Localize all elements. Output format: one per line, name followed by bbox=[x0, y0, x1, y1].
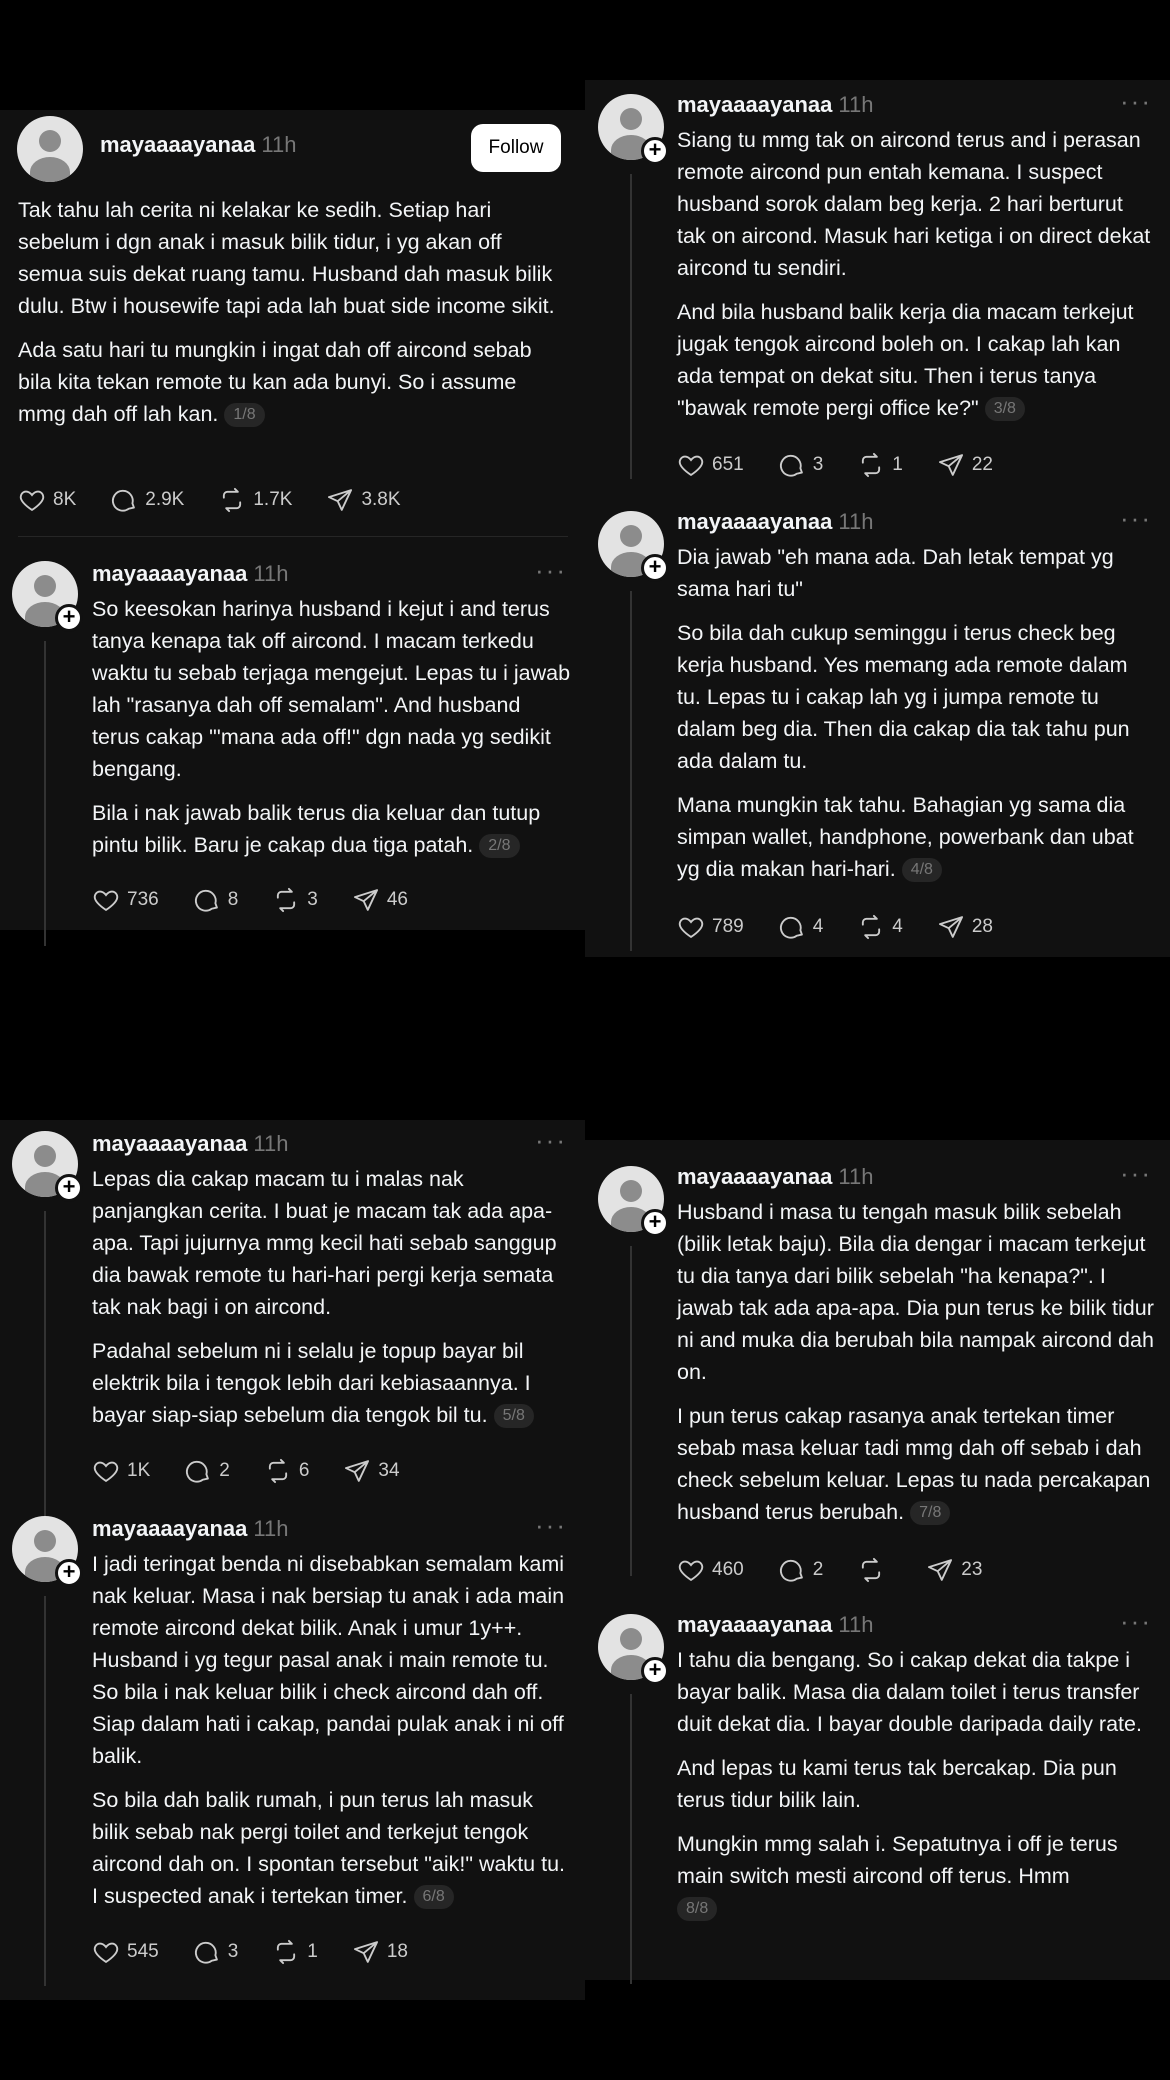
post-text bbox=[677, 1644, 1157, 1936]
post-paragraph: Siang tu mmg tak on aircond terus and i perasan remote aircond pun entah kemana. I suspect husband sorok dalam beg kerja. 2 hari berturut tak on aircond. Masuk hari ketiga i on direct dekat aircond tu sendiri. bbox=[677, 128, 1151, 280]
heart-icon bbox=[92, 1938, 120, 1966]
like-count: 460 bbox=[712, 1559, 744, 1580]
username[interactable] bbox=[92, 561, 288, 587]
comment-count: 2 bbox=[812, 1559, 824, 1580]
page-indicator: 5/8 bbox=[494, 1404, 534, 1428]
comment-button[interactable] bbox=[778, 451, 824, 479]
more-options-icon[interactable]: ··· bbox=[1120, 1606, 1152, 1636]
username-text[interactable]: mayaaaayanaa bbox=[92, 1516, 248, 1541]
follow-plus-icon[interactable]: + bbox=[641, 1209, 669, 1237]
post-actions bbox=[18, 486, 401, 514]
page-indicator: 3/8 bbox=[985, 397, 1025, 421]
share-button[interactable] bbox=[352, 886, 408, 914]
comment-count: 2 bbox=[219, 1460, 230, 1481]
username-text[interactable]: mayaaaayanaa bbox=[92, 1131, 248, 1156]
post-paragraph: Mana mungkin tak tahu. Bahagian yg sama dia simpan wallet, handphone, powerbank dan ubat yg dia makan hari-hari. 4/8 bbox=[677, 793, 1134, 881]
repost-count: 4 bbox=[892, 916, 903, 937]
like-count: 651 bbox=[712, 454, 744, 475]
comment-icon bbox=[110, 486, 138, 514]
username[interactable] bbox=[92, 1131, 288, 1157]
post-paragraph: Ada satu hari tu mungkin i ingat dah off aircond sebab bila kita tekan remote tu kan ada bunyi. So i assume mmg dah off lah kan. 1/8 bbox=[18, 338, 532, 426]
post-time: 11h bbox=[261, 132, 297, 157]
follow-plus-icon[interactable]: + bbox=[55, 1174, 83, 1202]
share-count: 23 bbox=[961, 1559, 983, 1580]
send-icon bbox=[343, 1457, 371, 1485]
heart-icon bbox=[18, 486, 46, 514]
repost-icon bbox=[218, 486, 246, 514]
share-button[interactable] bbox=[937, 913, 993, 941]
heart-icon bbox=[92, 886, 120, 914]
post-actions bbox=[677, 913, 993, 941]
comment-count: 2.9K bbox=[145, 489, 185, 510]
comment-count: 4 bbox=[812, 916, 824, 937]
post-paragraph: Bila i nak jawab balik terus dia keluar dan tutup pintu bilik. Baru je cakap dua tiga patah. 2/8 bbox=[92, 801, 541, 857]
post-time: 11h bbox=[838, 1164, 874, 1189]
share-button[interactable] bbox=[352, 1938, 408, 1966]
follow-plus-icon[interactable]: + bbox=[55, 604, 83, 632]
comment-button[interactable] bbox=[184, 1457, 230, 1485]
post-paragraph: So bila dah cukup seminggu i terus check beg kerja husband. Yes memang ada remote dalam tu. Lepas tu i cakap lah yg i jumpa remote tu dalam beg dia. Then dia cakap dia tak tahu pun ada dalam tu. bbox=[677, 621, 1130, 773]
username[interactable] bbox=[677, 1612, 873, 1638]
like-count: 789 bbox=[712, 916, 744, 937]
share-button[interactable] bbox=[343, 1457, 399, 1485]
username-text[interactable]: mayaaaayanaa bbox=[677, 509, 833, 534]
comment-button[interactable] bbox=[778, 1556, 824, 1584]
share-button[interactable] bbox=[937, 451, 993, 479]
like-button[interactable] bbox=[92, 1938, 159, 1966]
heart-icon bbox=[677, 451, 705, 479]
username-text[interactable]: mayaaaayanaa bbox=[100, 132, 256, 157]
repost-icon bbox=[272, 886, 300, 914]
post-time: 11h bbox=[253, 1516, 289, 1541]
repost-button[interactable] bbox=[857, 1556, 892, 1584]
repost-button[interactable] bbox=[857, 451, 903, 479]
repost-button[interactable] bbox=[272, 886, 318, 914]
post-actions bbox=[677, 451, 993, 479]
post-time: 11h bbox=[838, 1612, 874, 1637]
follow-plus-icon[interactable]: + bbox=[641, 554, 669, 582]
thread-line bbox=[630, 174, 632, 479]
post-paragraph: Lepas dia cakap macam tu i malas nak panjangkan cerita. I buat je macam tak ada apa-apa. Tapi jujurnya mmg kecil hati sebab sanggup dia bawak remote tu hari-hari pergi kerja semata tak nak bagi i on aircond. bbox=[92, 1167, 557, 1319]
repost-icon bbox=[857, 451, 885, 479]
post-text bbox=[92, 593, 572, 873]
like-count: 545 bbox=[127, 1941, 159, 1962]
share-count: 22 bbox=[971, 454, 993, 475]
heart-icon bbox=[677, 1556, 705, 1584]
comment-button[interactable] bbox=[778, 913, 824, 941]
post-text bbox=[677, 124, 1157, 436]
thread-line bbox=[44, 641, 46, 946]
share-count: 3.8K bbox=[361, 489, 401, 510]
more-options-icon[interactable]: ··· bbox=[535, 1510, 567, 1540]
divider bbox=[18, 536, 568, 537]
repost-button[interactable] bbox=[272, 1938, 318, 1966]
username-text[interactable]: mayaaaayanaa bbox=[677, 92, 833, 117]
post-paragraph: Husband i masa tu tengah masuk bilik sebelah (bilik letak baju). Bila dia dengar i macam terkejut tu dia tanya dari bilik sebelah "ha kenapa?". I jawab tak ada apa-apa. Dia pun terus ke bilik tidur ni and muka dia berubah bila nampak aircond dah on. bbox=[677, 1200, 1154, 1384]
thread-line bbox=[44, 1211, 46, 1521]
like-count: 1K bbox=[127, 1460, 151, 1481]
username[interactable] bbox=[92, 1516, 288, 1542]
post-paragraph: Tak tahu lah cerita ni kelakar ke sedih. Setiap hari sebelum i dgn anak i masuk bilik tidur, i yg akan off semua suis dekat ruang tamu. Husband dah masuk bilik dulu. Btw i housewife tapi ada lah buat side income sikit. bbox=[18, 198, 555, 318]
page-indicator: 2/8 bbox=[479, 834, 519, 858]
post-paragraph: I tahu dia bengang. So i cakap dekat dia takpe i bayar balik. Masa dia dalam toilet i terus transfer duit dekat dia. I bayar double daripada daily rate. bbox=[677, 1648, 1142, 1736]
username-text[interactable]: mayaaaayanaa bbox=[677, 1612, 833, 1637]
username[interactable] bbox=[677, 1164, 873, 1190]
send-icon bbox=[926, 1556, 954, 1584]
send-icon bbox=[352, 1938, 380, 1966]
post-paragraph: I jadi teringat benda ni disebabkan semalam kami nak keluar. Masa i nak bersiap tu anak i ada main remote aircond dekat bilik. Anak i umur 1y++. Husband i yg tegur pasal anak i main remote tu. So bila i nak keluar bilik i check aircond dah off. Siap dalam hati i cakap, pandai pulak anak i ni off balik. bbox=[92, 1552, 565, 1768]
like-count: 736 bbox=[127, 889, 159, 910]
post-actions bbox=[92, 1457, 400, 1485]
repost-icon bbox=[857, 913, 885, 941]
share-button[interactable] bbox=[326, 486, 400, 514]
post-paragraph: I pun terus cakap rasanya anak tertekan timer sebab masa keluar tadi mmg dah off sebab i dah check sebelum keluar. Lepas tu nada percakapan husband terus berubah. 7/8 bbox=[677, 1404, 1151, 1524]
comment-button[interactable] bbox=[110, 486, 184, 514]
username[interactable] bbox=[677, 92, 873, 118]
send-icon bbox=[937, 451, 965, 479]
comment-button[interactable] bbox=[193, 886, 239, 914]
post-actions bbox=[677, 1556, 982, 1584]
post-time: 11h bbox=[253, 1131, 289, 1156]
like-button[interactable] bbox=[677, 913, 744, 941]
post-paragraph: Padahal sebelum ni i selalu je topup bayar bil elektrik bila i tengok lebih dari kebiasaannya. I bayar siap-siap sebelum dia tengok bil tu. 5/8 bbox=[92, 1335, 572, 1431]
post-text bbox=[18, 194, 563, 442]
post-paragraph: And lepas tu kami terus tak bercakap. Dia pun terus tidur bilik lain. bbox=[677, 1756, 1117, 1812]
thread-line bbox=[630, 591, 632, 951]
more-options-icon[interactable]: ··· bbox=[1120, 503, 1152, 533]
post-text bbox=[677, 1196, 1157, 1540]
username[interactable] bbox=[100, 132, 296, 158]
avatar[interactable] bbox=[17, 116, 83, 182]
comment-button[interactable] bbox=[193, 1938, 239, 1966]
repost-count: 1 bbox=[307, 1941, 318, 1962]
post-text bbox=[677, 541, 1157, 897]
like-button[interactable] bbox=[92, 886, 159, 914]
follow-plus-icon[interactable]: + bbox=[641, 1657, 669, 1685]
page-indicator: 4/8 bbox=[902, 858, 942, 882]
username[interactable] bbox=[677, 509, 873, 535]
page-indicator: 7/8 bbox=[910, 1501, 950, 1525]
send-icon bbox=[352, 886, 380, 914]
post-paragraph: Mungkin mmg salah i. Sepatutnya i off je terus main switch mesti aircond off terus. Hmm 8/8 bbox=[677, 1828, 1157, 1924]
page-indicator: 1/8 bbox=[224, 403, 264, 427]
repost-icon bbox=[857, 1556, 885, 1584]
post-text bbox=[92, 1163, 572, 1443]
comment-count: 3 bbox=[812, 454, 824, 475]
more-options-icon[interactable]: ··· bbox=[1120, 1158, 1152, 1188]
comment-icon bbox=[778, 1556, 806, 1584]
username-text[interactable]: mayaaaayanaa bbox=[677, 1164, 833, 1189]
repost-icon bbox=[264, 1457, 292, 1485]
post-actions bbox=[92, 886, 408, 914]
username-text[interactable]: mayaaaayanaa bbox=[92, 561, 248, 586]
repost-count: 3 bbox=[307, 889, 318, 910]
page-indicator: 8/8 bbox=[677, 1897, 717, 1921]
comment-count: 3 bbox=[227, 1941, 239, 1962]
comment-icon bbox=[778, 913, 806, 941]
post-text bbox=[92, 1548, 572, 1924]
thread-line bbox=[44, 1596, 46, 1986]
repost-button[interactable] bbox=[218, 486, 292, 514]
more-options-icon[interactable]: ··· bbox=[535, 555, 567, 585]
repost-count: 1 bbox=[892, 454, 903, 475]
post-actions bbox=[92, 1938, 408, 1966]
repost-icon bbox=[272, 1938, 300, 1966]
repost-count: 6 bbox=[298, 1460, 310, 1481]
follow-button[interactable]: Follow bbox=[471, 124, 561, 172]
send-icon bbox=[326, 486, 354, 514]
like-button[interactable] bbox=[92, 1457, 150, 1485]
comment-icon bbox=[193, 886, 221, 914]
post-time: 11h bbox=[838, 92, 874, 117]
post-paragraph: And bila husband balik kerja dia macam terkejut jugak tengok aircond boleh on. I cakap lah kan ada tempat on dekat situ. Then i terus tanya "bawak remote pergi office ke?" 3/8 bbox=[677, 300, 1134, 420]
post-paragraph: Dia jawab "eh mana ada. Dah letak tempat yg sama hari tu" bbox=[677, 545, 1114, 601]
like-button[interactable] bbox=[677, 451, 744, 479]
share-count: 34 bbox=[378, 1460, 400, 1481]
more-options-icon[interactable]: ··· bbox=[535, 1125, 567, 1155]
post-time: 11h bbox=[838, 509, 874, 534]
comment-icon bbox=[778, 451, 806, 479]
follow-plus-icon[interactable]: + bbox=[55, 1559, 83, 1587]
like-button[interactable] bbox=[677, 1556, 744, 1584]
share-count: 28 bbox=[971, 916, 993, 937]
thread-line bbox=[630, 1246, 632, 1576]
page-indicator: 6/8 bbox=[414, 1885, 454, 1909]
like-button[interactable] bbox=[18, 486, 76, 514]
repost-button[interactable] bbox=[857, 913, 903, 941]
post-time: 11h bbox=[253, 561, 289, 586]
like-count: 8K bbox=[53, 489, 77, 510]
comment-icon bbox=[184, 1457, 212, 1485]
follow-plus-icon[interactable]: + bbox=[641, 137, 669, 165]
comment-count: 8 bbox=[227, 889, 239, 910]
repost-button[interactable] bbox=[264, 1457, 310, 1485]
share-count: 46 bbox=[386, 889, 408, 910]
send-icon bbox=[937, 913, 965, 941]
thread-line bbox=[630, 1694, 632, 1984]
post-paragraph: So keesokan harinya husband i kejut i and terus tanya kenapa tak off aircond. I macam terkedu waktu tu sebab terjaga mengejut. Lepas tu i jawab lah "rasanya dah off semalam". And husband terus cakap "'mana ada off!" dgn nada yg sedikit bengang. bbox=[92, 597, 571, 781]
share-button[interactable] bbox=[926, 1556, 982, 1584]
heart-icon bbox=[677, 913, 705, 941]
more-options-icon[interactable]: ··· bbox=[1120, 86, 1152, 116]
post-paragraph: So bila dah balik rumah, i pun terus lah masuk bilik sebab nak pergi toilet and terkejut tengok aircond dah on. I spontan tersebut "aik!" waktu tu. I suspected anak i tertekan timer. 6/8 bbox=[92, 1788, 566, 1908]
share-count: 18 bbox=[386, 1941, 408, 1962]
comment-icon bbox=[193, 1938, 221, 1966]
heart-icon bbox=[92, 1457, 120, 1485]
repost-count: 1.7K bbox=[253, 489, 293, 510]
